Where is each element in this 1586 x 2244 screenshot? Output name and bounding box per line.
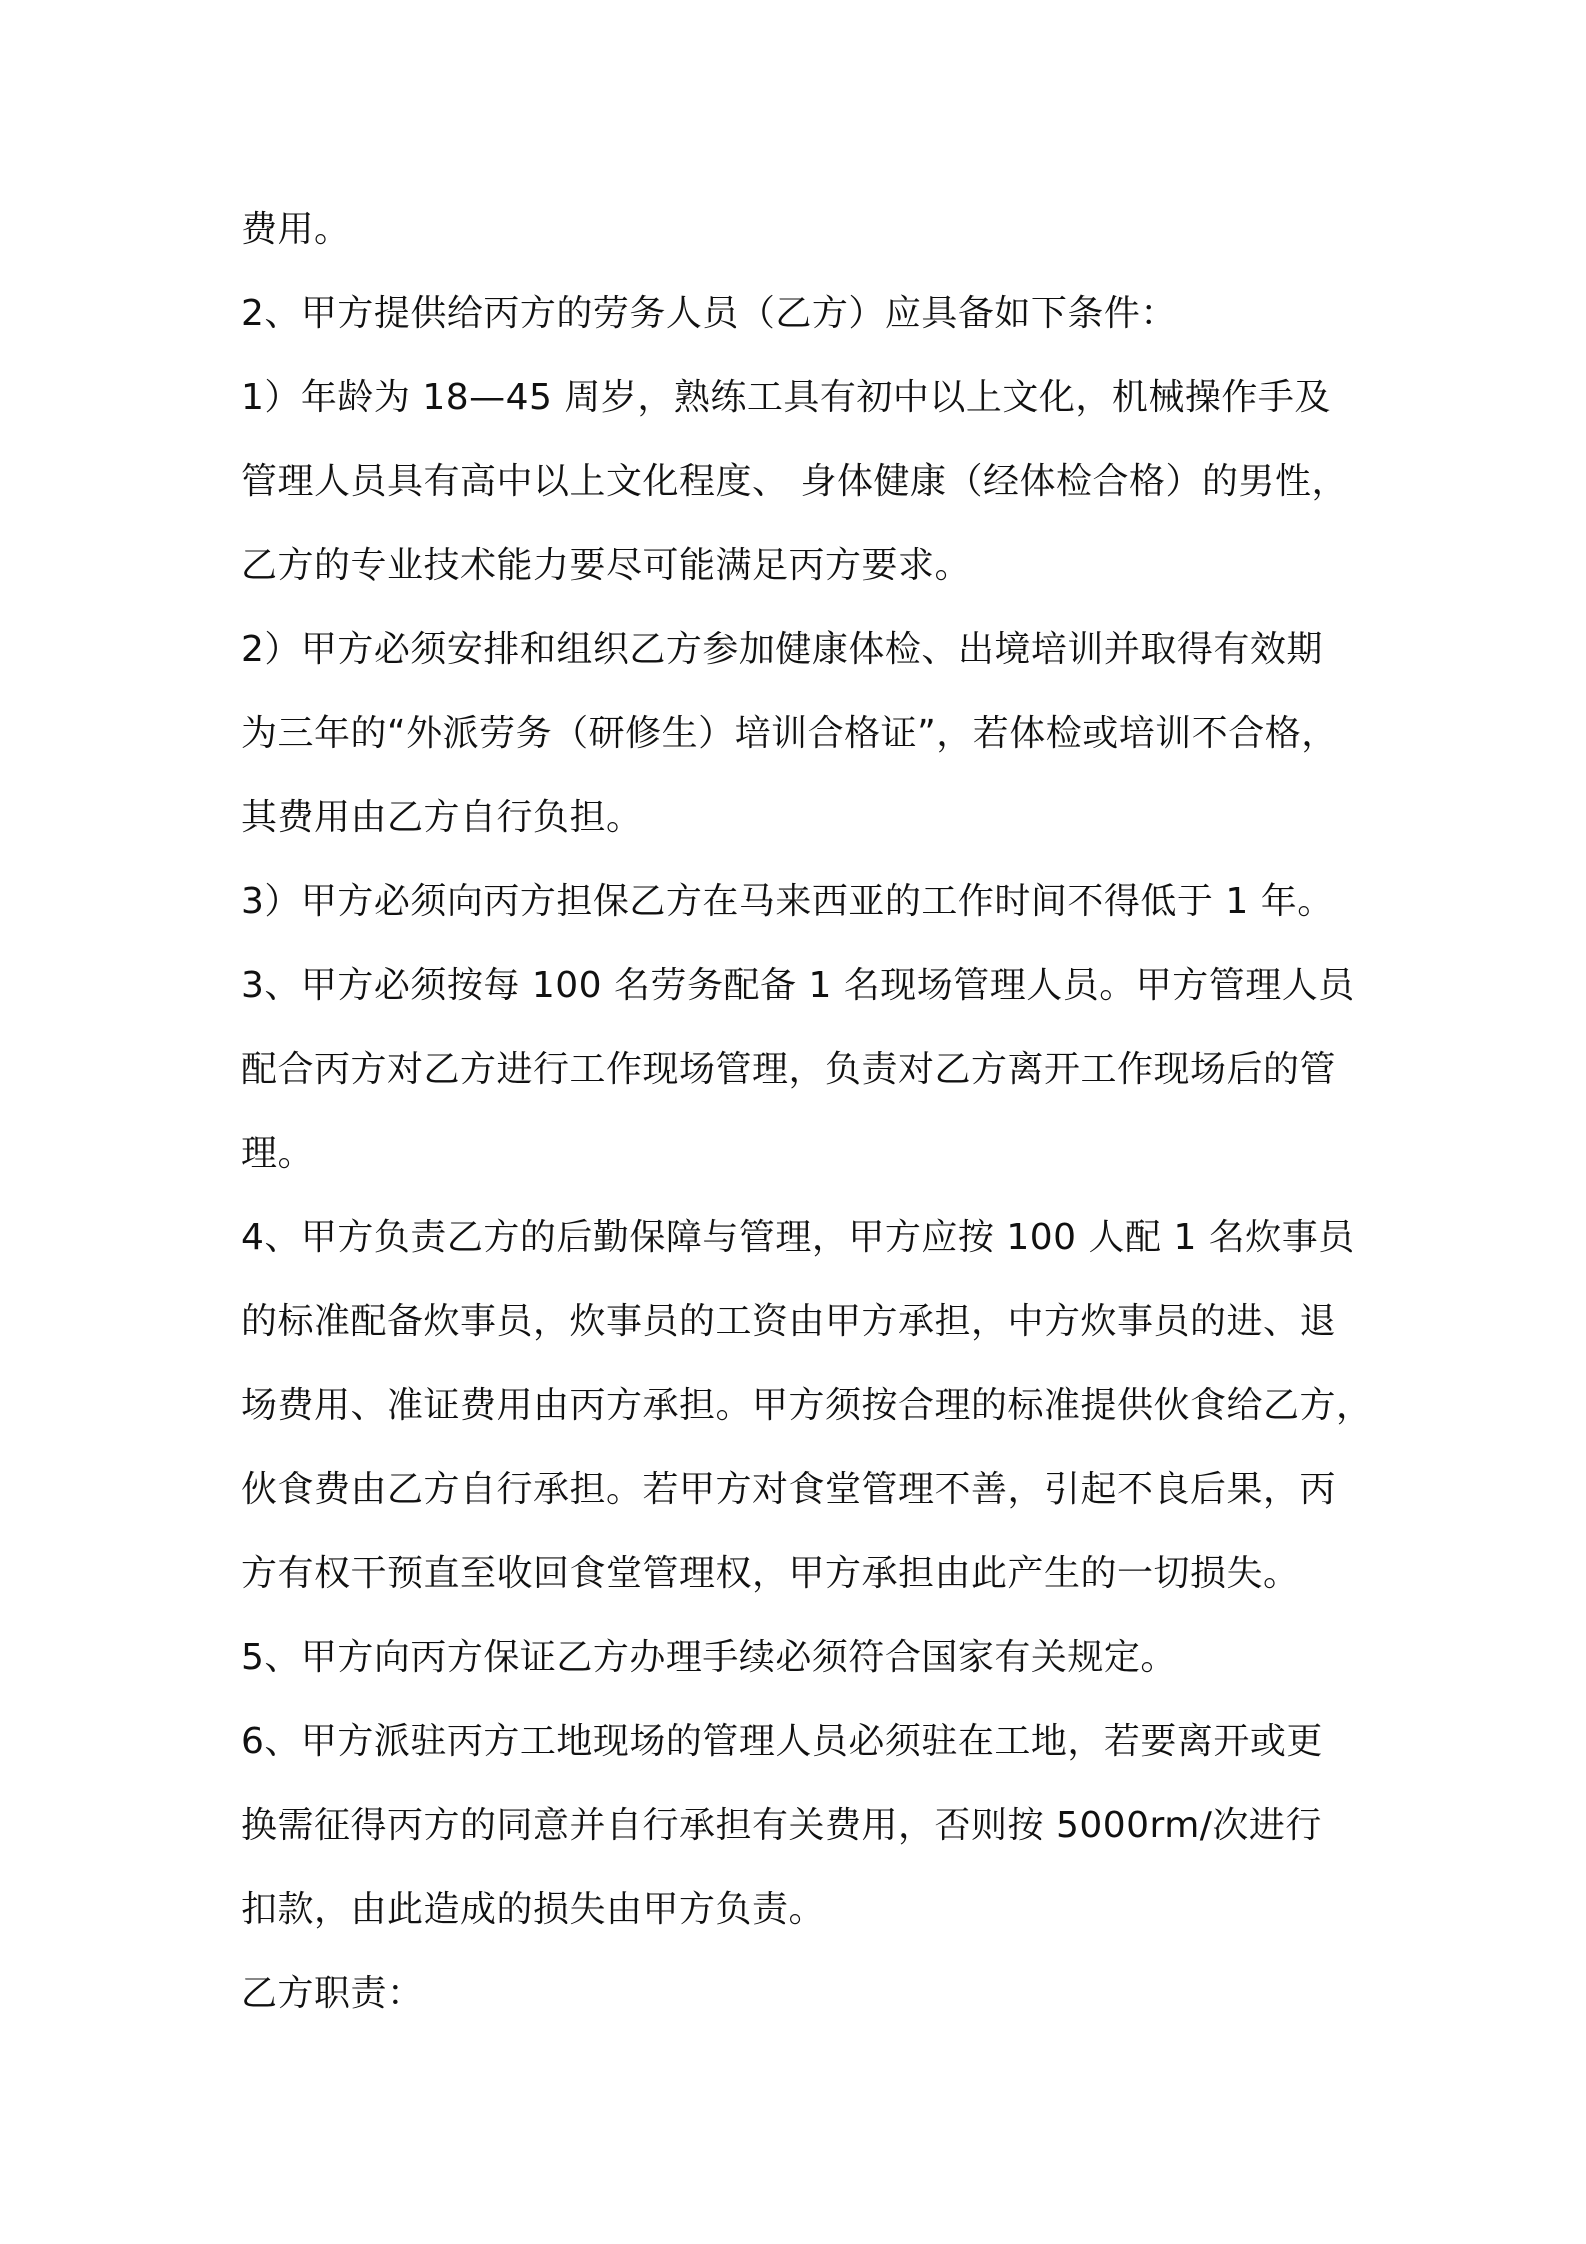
text-line: 方有权干预直至收回食堂管理权，甲方承担由此产生的一切损失。 [241, 1553, 1300, 1594]
text-line: 管理人员具有高中以上文化程度、 身体健康（经体检合格）的男性， [241, 461, 1348, 502]
text-line: 配合丙方对乙方进行工作现场管理，负责对乙方离开工作现场后的管 [241, 1049, 1337, 1090]
text-line: 乙方的专业技术能力要尽可能满足丙方要求。 [241, 545, 972, 586]
text-line: 扣款，由此造成的损失由甲方负责。 [241, 1889, 826, 1930]
text-line: 3）甲方必须向丙方担保乙方在马来西亚的工作时间不得低于 1 年。 [241, 881, 1334, 922]
text-line: 的标准配备炊事员，炊事员的工资由甲方承担，中方炊事员的进、退 [241, 1301, 1337, 1342]
text-line: 2）甲方必须安排和组织乙方参加健康体检、出境培训并取得有效期 [241, 629, 1323, 670]
text-line: 2、甲方提供给丙方的劳务人员（乙方）应具备如下条件： [241, 293, 1177, 334]
text-line: 换需征得丙方的同意并自行承担有关费用，否则按 5000rm/次进行 [241, 1805, 1322, 1846]
text-line: 为三年的“外派劳务（研修生）培训合格证”，若体检或培训不合格， [241, 713, 1338, 754]
text-line: 4、甲方负责乙方的后勤保障与管理，甲方应按 100 人配 1 名炊事员 [241, 1217, 1355, 1258]
text-line: 伙食费由乙方自行承担。若甲方对食堂管理不善，引起不良后果，丙 [241, 1469, 1337, 1510]
text-line: 5、甲方向丙方保证乙方办理手续必须符合国家有关规定。 [241, 1637, 1177, 1678]
text-line: 其费用由乙方自行负担。 [241, 797, 643, 838]
text-line: 6、甲方派驻丙方工地现场的管理人员必须驻在工地，若要离开或更 [241, 1721, 1323, 1762]
document-body [241, 188, 1373, 2036]
text-line: 理。 [241, 1133, 315, 1174]
text-line: 场费用、准证费用由丙方承担。甲方须按合理的标准提供伙食给乙方， [241, 1385, 1373, 1426]
text-line: 乙方职责： [241, 1973, 424, 2014]
text-line: 3、甲方必须按每 100 名劳务配备 1 名现场管理人员。甲方管理人员 [241, 965, 1355, 1006]
text-line: 费用。 [241, 209, 351, 250]
text-line: 1）年龄为 18—45 周岁，熟练工具有初中以上文化，机械操作手及 [241, 377, 1331, 418]
